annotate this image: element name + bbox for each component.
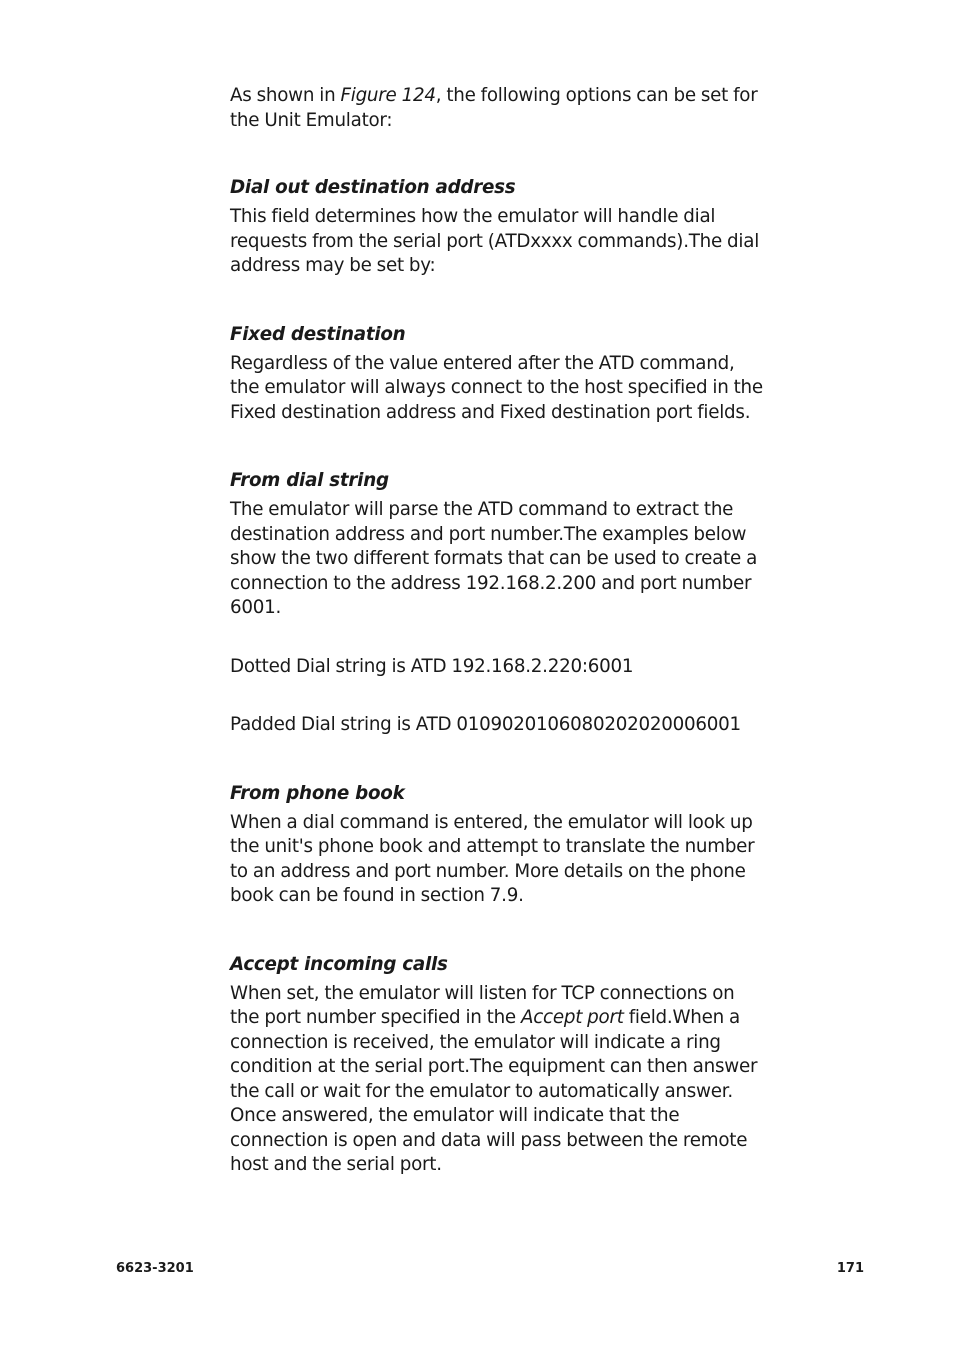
section-heading: Dial out destination address [230,177,516,198]
section-body: The emulator will parse the ATD command to extract the destination address and port number.The examples below show the two different formats that can be used to create a connection to the address 192.168.2.200 and port number 6001. [230,499,758,618]
section-dial-string [230,469,766,738]
body-text-continued: field.When a connection is received, the emulator will indicate a ring condition at the serial port.The equipment can then answer the call or wait for the emulator to automatically answer. Once answered, the emulator will indicate that the connection is open and data will pass between the remote host and the serial port. [230,1007,758,1175]
section-body: When a dial command is entered, the emulator will look up the unit's phone book and attempt to translate the number to an address and port number. More details on the phone book can be found in section 7.9. [230,811,755,906]
section-heading: Accept incoming calls [230,953,448,975]
section-dial-out [230,176,766,279]
section-heading: From dial string [230,470,389,491]
intro-text: As shown in [230,85,341,106]
figure-reference: Figure 124 [340,85,436,106]
section-phone-book [230,782,766,909]
section-heading: From phone book [230,782,405,804]
page-number: 171 [836,1261,864,1276]
document-number: 6623-3201 [116,1261,194,1276]
section-body: This field determines how the emulator will handle dial requests from the serial port (ATDxxxx commands).The dial address may be set by: [230,206,760,276]
field-reference: Accept port [520,1007,624,1028]
section-body [230,982,766,1178]
example-dotted: Dotted Dial string is ATD 192.168.2.220:6001 [230,655,634,677]
section-fixed-destination [230,323,766,426]
section-body: Regardless of the value entered after the ATD command, the emulator will always connect to the host specified in the Fixed destination address and Fixed destination port fields. [230,352,763,423]
example-padded: Padded Dial string is ATD 0109020106080202020006001 [230,714,741,735]
intro-paragraph [230,84,766,133]
body-text: When set, the emulator will listen for TCP connections on the port number specified in the [230,982,735,1028]
document-body [230,84,766,1222]
section-heading: Fixed destination [230,323,406,345]
section-incoming-calls [230,953,766,1178]
intro-text-continued: , the following options can be set for the Unit Emulator: [230,85,758,131]
